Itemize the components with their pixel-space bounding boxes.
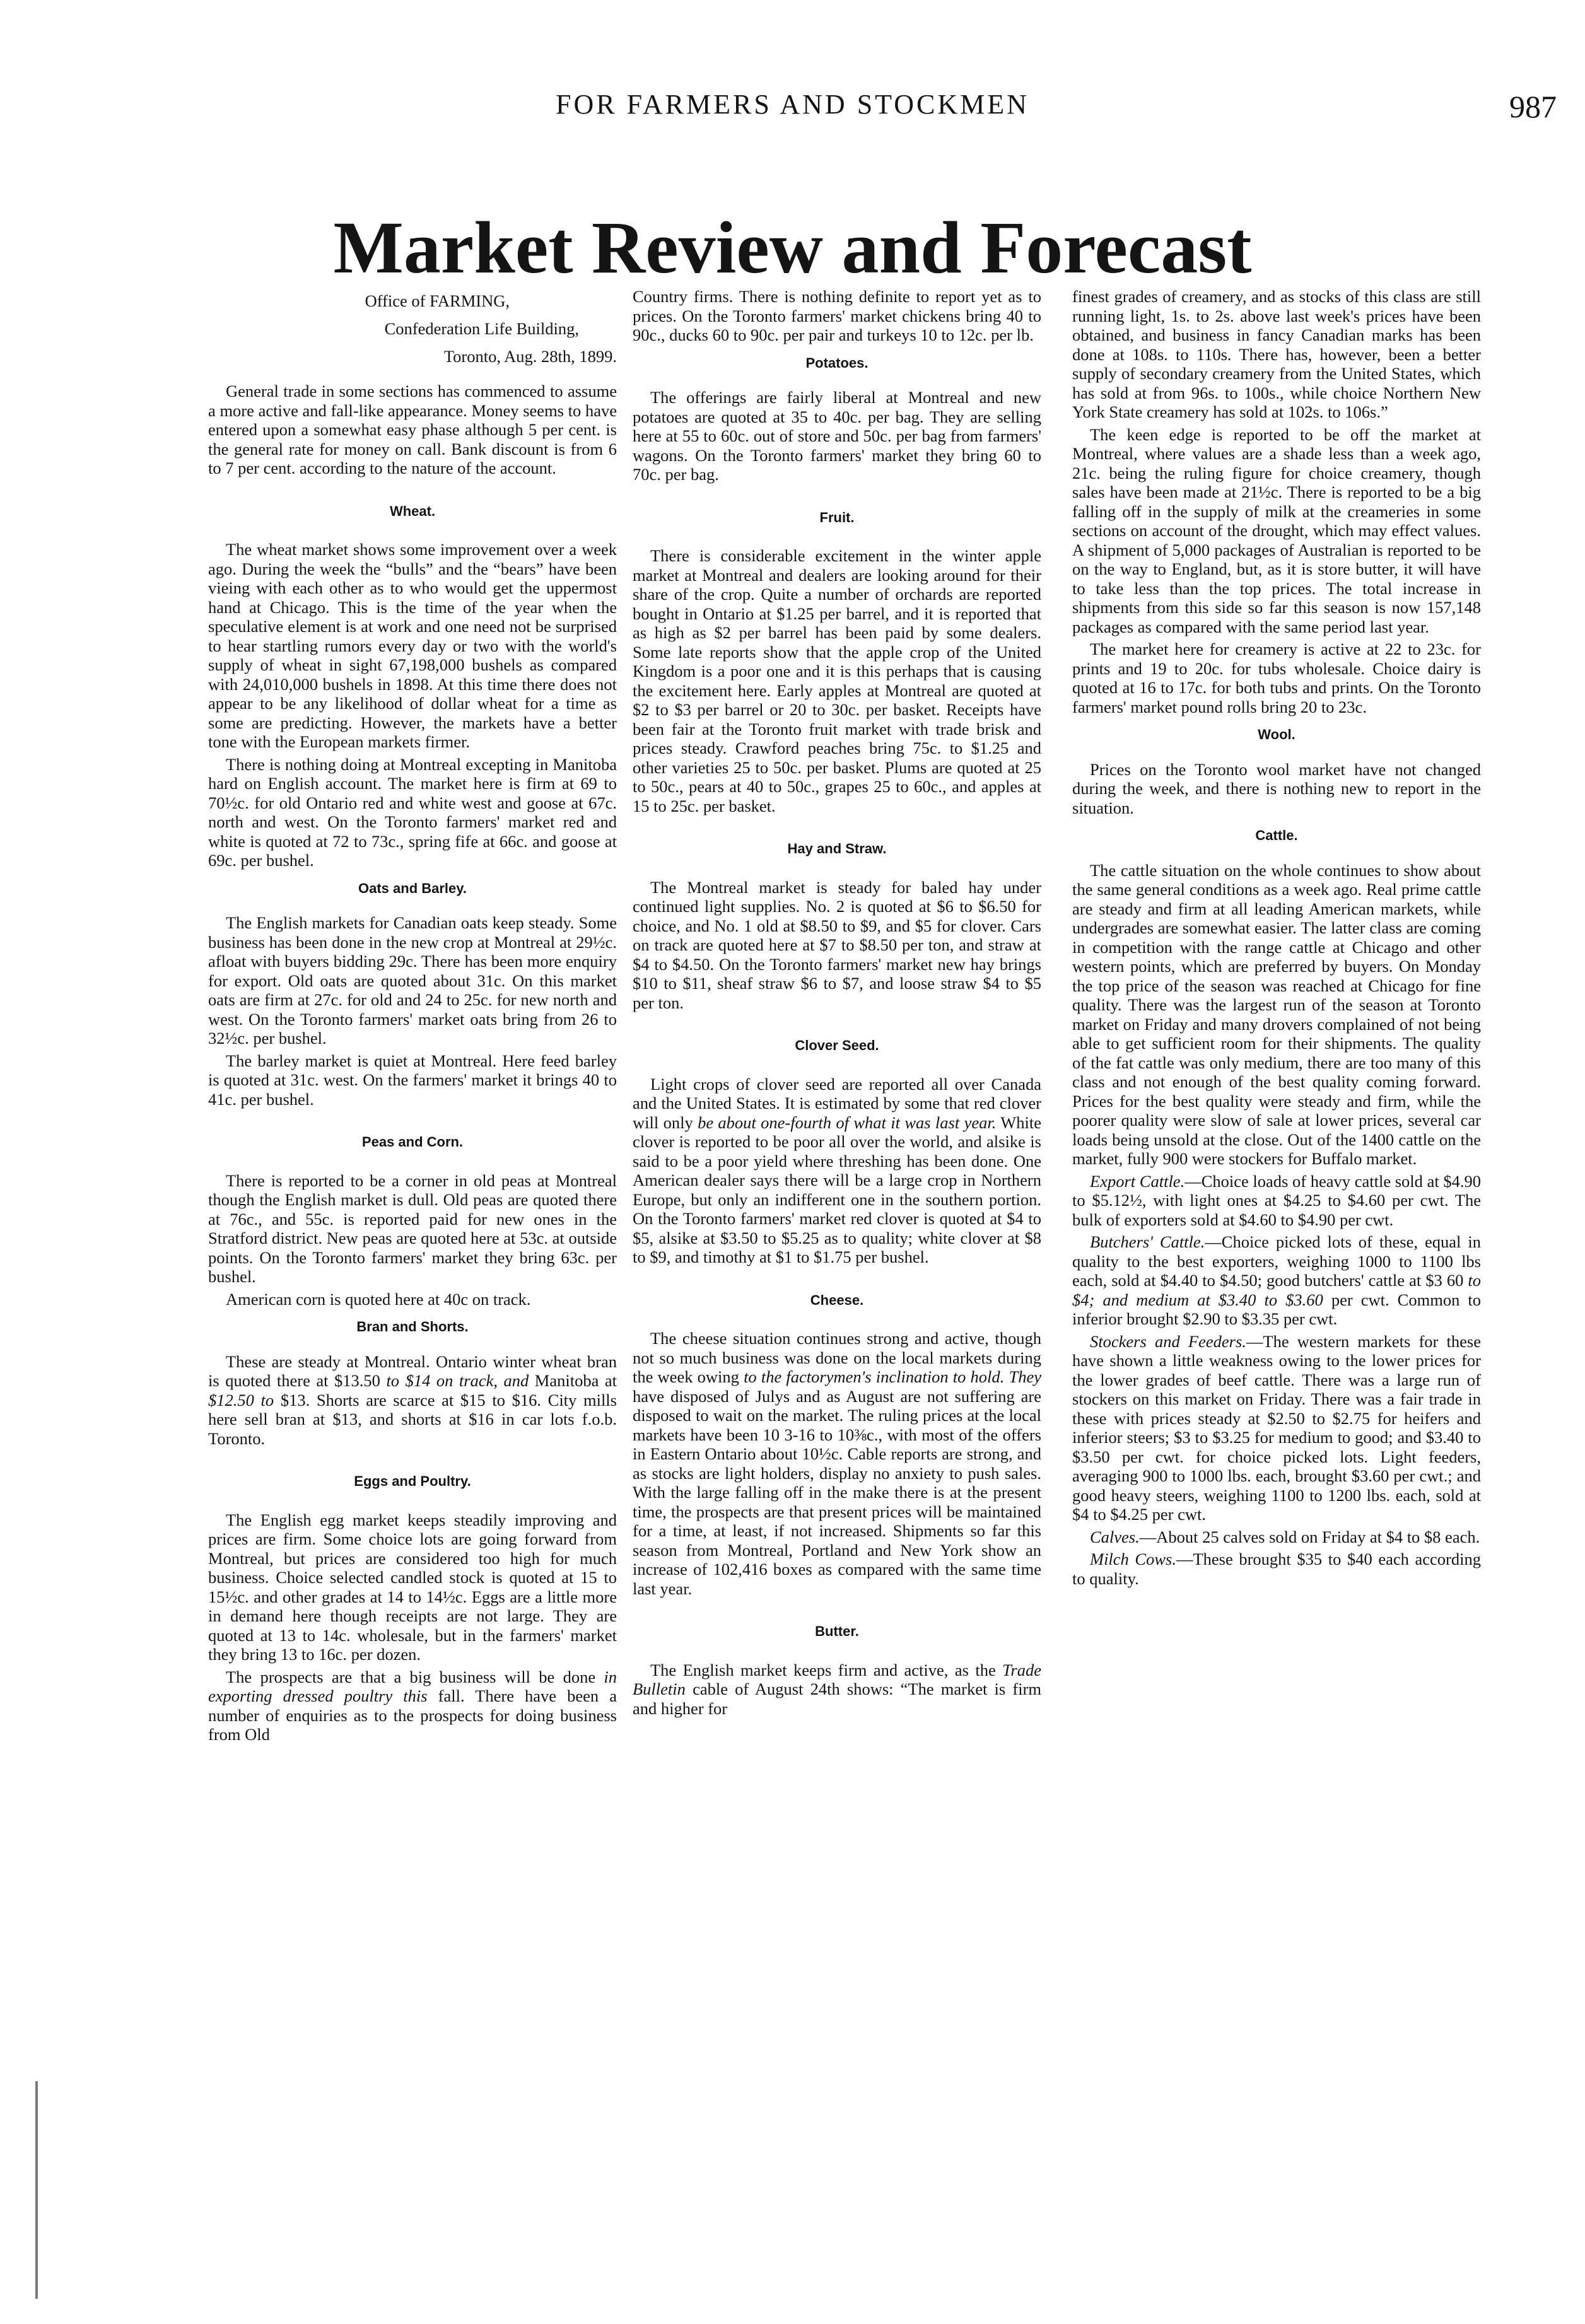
column-3 [1072, 287, 1481, 1591]
dateline [208, 287, 617, 370]
intro-paragraph: General trade in some sections has commenced to assume a more active and fall-like appearance. Money seems to have entered upon a somewhat easy phase although 5 per cent. is the general rate for money on call. Bank discount is from 6 to 7 per cent. according to the nature of the account. [208, 382, 617, 477]
butter-paragraph: The English market keeps firm and active, as the Trade Bulletin cable of August 24th shows: “The market is firm and higher for [633, 1660, 1041, 1718]
section-heading-fruit: Fruit. [819, 509, 855, 525]
section-heading-cattle: Cattle. [1255, 827, 1298, 843]
section-heading-clover: Clover Seed. [795, 1037, 879, 1053]
dateline-date: Toronto, Aug. 28th, 1899. [443, 347, 617, 366]
section-heading-wool: Wool. [1258, 727, 1295, 742]
oats-paragraph: The English markets for Canadian oats keep steady. Some business has been done in the new crop at Montreal at 29½c. afloat with buyers bidding 29c. There has been more enquiry for export. Old oats are quoted about 31c. On this market oats are firm at 27c. for old and 24 to 25c. for new north and west. On the Toronto farmers' market oats bring from 26 to 32½c. per bushel. [208, 913, 617, 1048]
peas-paragraph: American corn is quoted here at 40c on track. [226, 1289, 531, 1309]
peas-paragraph: There is reported to be a corner in old peas at Montreal though the English market is dull. Old peas are quoted there at 76c., and 55c. is reported paid for new ones in the Stratford district. New peas are quoted here at 53c. at outside points. On the Toronto farmers' market they bring 63c. per bushel. [208, 1171, 617, 1286]
section-heading-cheese: Cheese. [810, 1292, 864, 1308]
wool-paragraph: Prices on the Toronto wool market have not changed during the week, and there is nothing new to report in the situation. [1072, 759, 1481, 817]
page-number: 987 [1509, 89, 1557, 124]
continued-paragraph: Country firms. There is nothing definite to report yet as to prices. On the Toronto farmers' market chickens bring 40 to 90c., ducks 60 to 90c. per pair and turkeys 10 to 12c. per lb. [633, 287, 1041, 344]
bran-paragraph: These are steady at Montreal. Ontario winter wheat bran is quoted there at $13.50 to $14 on track, and Manitoba at $12.50 to $13. Shorts are scarce at $15 to $16. City mills here sell bran at $13, and shorts at $16 in car lots f.o.b. Toronto. [208, 1352, 617, 1448]
butchers-cattle-paragraph: Butchers' Cattle.—Choice picked lots of these, equal in quality to the best exporters, weighing 1000 to 1100 lbs each, sold at $4.40 to $4.50; good butchers' cattle at $3 60 to $4; and medium at $3.40 to $3.60 per cwt. Common to inferior brought $2.90 to $3.35 per cwt. [1072, 1232, 1481, 1328]
cheese-paragraph: The cheese situation continues strong and active, though not so much business was done on the local markets during the week owing to the factorymen's inclination to hold. They have disposed of Julys and as August are not suffering are disposed to wait on the market. The ruling prices at the local markets have been 10 3-16 to 10⅜c., with most of the offers in Eastern Ontario about 10½c. Cable reports are strong, and as stocks are light holders, display no anxiety to push sales. With the large falling off in the make there is at the present time, the prospects are that present prices will be maintained for a time, at least, if not increased. Shipments so far this season from Montreal, Portland and New York show an increase of 102,416 boxes as compared with the same time last year. [633, 1329, 1041, 1598]
dateline-building: Confederation Life Building, [384, 319, 579, 338]
eggs-paragraph: The prospects are that a big business will be done in exporting dressed poultry this fall. There have been a number of enquiries as to the prospects for doing business from Old [208, 1667, 617, 1744]
wheat-paragraph: The wheat market shows some improvement over a week ago. During the week the “bulls” and the “bears” have been vieing with each other as to who would get the uppermost hand at Chicago. This is the time of the year when the speculative element is at work and one need not be surprised to hear startling rumors every day or two with the world's supply of wheat in sight 67,198,000 bushels as compared with 24,010,000 bushels in 1898. At this time there does not appear to be any likelihood of dollar wheat for a time as some are predicting. However, the markets have a better tone with the European markets firmer. [208, 540, 617, 751]
butter-paragraph: The market here for creamery is active at 22 to 23c. for prints and 19 to 20c. for tubs wholesale. Choice dairy is quoted at 16 to 17c. for both tubs and prints. On the Toronto farmers' market pound rolls bring 20 to 23c. [1072, 639, 1481, 716]
milch-cows-paragraph: Milch Cows.—These brought $35 to $40 each according to quality. [1072, 1550, 1481, 1588]
section-heading-peas: Peas and Corn. [361, 1134, 464, 1150]
section-heading-bran: Bran and Shorts. [356, 1319, 469, 1334]
page-title: Market Review and Forecast [333, 206, 1252, 289]
section-heading-wheat: Wheat. [389, 503, 436, 519]
section-heading-oats: Oats and Barley. [358, 880, 467, 896]
wheat-paragraph: There is nothing doing at Montreal excepting in Manitoba hard on English account. The market here is firm at 69 to 70½c. for old Ontario red and white west and goose at 67c. north and west. On the Toronto farmers' market red and white is quoted at 72 to 73c., spring fife at 66c. and goose at 69c. per bushel. [208, 754, 617, 870]
cattle-paragraph: The cattle situation on the whole continues to show about the same general conditions as a week ago. Real prime cattle are steady and firm at all leading American markets, while undergrades are somewhat easier. The latter class are coming in competition with the range cattle at Chicago and other western points, which are preferred by buyers. On Monday the top price of the season was reached at Chicago for fine quality. There was the largest run of the season at Toronto market on Friday and many drovers complained of not being able to get sufficient room for their shipments. The quality of the fat cattle was only medium, there are too many of this class and not enough of the best quality coming forward. Prices for the best quality were steady and firm, while the poorer quality were slow of sale at lower prices, several car loads being unsold at the close. Out of the 1400 cattle on the market, fully 900 were stockers for Buffalo market. [1072, 860, 1481, 1168]
column-2 [633, 287, 1041, 1721]
clover-paragraph: Light crops of clover seed are reported all over Canada and the United States. It is estimated by some that red clover will only be about one-fourth of what it was last year. White clover is reported to be poor all over the world, and alsike is said to be a poor yield where threshing has been done. One American dealer says there will be a large crop in Northern Europe, but only an indifferent one in the southern portion. On the Toronto farmers' market red clover is quoted at $4 to $5, alsike at $3.50 to $5.25 as to quality; white clover at $8 to $9, and timothy at $1 to $1.75 per bushel. [633, 1074, 1041, 1266]
section-heading-eggs: Eggs and Poultry. [354, 1473, 471, 1489]
butter-paragraph: The keen edge is reported to be off the market at Montreal, where values are a shade less than a week ago, 21c. being the ruling figure for choice creamery, though sales have been made at 21½c. There is reported to be a big falling off in the supply of milk at the creameries in some sections on account of the drought, which may effect values. A shipment of 5,000 packages of Australian is reported to be on the way to England, but, as it is store butter, it will have to take less than the top prices. The total increase in shipments from this side so far this season is now 157,148 packages as compared with the same period last year. [1072, 424, 1481, 636]
section-heading-hay: Hay and Straw. [787, 841, 887, 856]
column-1 [208, 287, 617, 1748]
calves-paragraph: Calves.—About 25 calves sold on Friday at $4 to $8 each. [1090, 1527, 1480, 1546]
section-heading-potatoes: Potatoes. [805, 354, 869, 371]
potatoes-paragraph: The offerings are fairly liberal at Montreal and new potatoes are quoted at 35 to 40c. per bag. They are selling here at 55 to 60c. out of store and 50c. per bag from farmers' wagons. On the Toronto farmers' market they bring 60 to 70c. per bag. [633, 388, 1041, 484]
oats-paragraph: The barley market is quiet at Montreal. Here feed barley is quoted at 31c. west. On the farmers' market it brings 40 to 41c. per bushel. [208, 1051, 617, 1109]
section-heading-butter: Butter. [815, 1623, 859, 1639]
dateline-office: Office of FARMING, [365, 291, 510, 310]
hay-paragraph: The Montreal market is steady for baled hay under continued light supplies. No. 2 is quoted at $6 to $6.50 for choice, and No. 1 old at $8.50 to $9, and $5 for clover. Cars on track are quoted here at $7 to $8.50 per ton, and straw at $4 to $4.50. On the Toronto farmers' market new hay brings $10 to $11, sheaf straw $6 to $7, and loose straw $4 to $5 per ton. [633, 877, 1041, 1012]
export-cattle-paragraph: Export Cattle.—Choice loads of heavy cattle sold at $4.90 to $5.12½, with light ones at $4.25 to $4.60 per cwt. The bulk of exporters sold at $4.60 to $4.90 per cwt. [1072, 1171, 1481, 1229]
stockers-paragraph: Stockers and Feeders.—The western markets for these have shown a little weakness owing to the lower prices for the lower grades of beef cattle. There was a large run of stockers on this market on Friday. There was a fair trade in these with prices steady at $2.50 to $2.75 for heifers and inferior steers; $3 to $3.25 for medium to good; and $3.40 to $3.50 per cwt. for choice picked lots. Light feeders, averaging 900 to 1000 lbs. each, brought $3.60 per cwt.; and good heavy steers, weighing 1100 to 1200 lbs. each, sold at $4 to $4.25 per cwt. [1072, 1331, 1481, 1524]
running-head: FOR FARMERS AND STOCKMEN [556, 89, 1029, 120]
scan-edge-rule [35, 2081, 38, 2299]
continued-paragraph: finest grades of creamery, and as stocks of this class are still running light, 1s. to 2s. above last week's prices have been obtained, and business in fancy Canadian marks has been done at 108s. to 110s. There has, however, been a better supply of secondary creamery from the United States, which has sold at from 96s. to 100s., while choice Northern New York State creamery has sold at 102s. to 106s.” [1072, 287, 1481, 421]
eggs-paragraph: The English egg market keeps steadily improving and prices are firm. Some choice lots are going forward from Montreal, but prices are considered too high for much business. Choice selected candled stock is quoted at 15 to 15½c. and other grades at 14 to 14½c. Eggs are a little more in demand here though receipts are not large. They are quoted at 13 to 14c. wholesale, but in the farmers' market they bring 13 to 16c. per dozen. [208, 1510, 617, 1664]
fruit-paragraph: There is considerable excitement in the winter apple market at Montreal and dealers are looking around for their share of the crop. Quite a number of orchards are reported bought in Ontario at $1.25 per barrel, and it is reported that as high as $2 per barrel has been paid by some dealers. Some late reports show that the apple crop of the United Kingdom is a poor one and it is this perhaps that is causing the excitement here. Early apples at Montreal are quoted at $2 to $3 per barrel or 20 to 30c. per basket. Receipts have been fair at the Toronto fruit market with trade brisk and prices steady. Crawford peaches bring 75c. to $1.25 and other varieties 25 to 50c. per basket. Plums are quoted at 25 to 50c., pears at 40 to 50c., grapes 25 to 60c., and apples at 15 to 25c. per basket. [633, 546, 1041, 815]
